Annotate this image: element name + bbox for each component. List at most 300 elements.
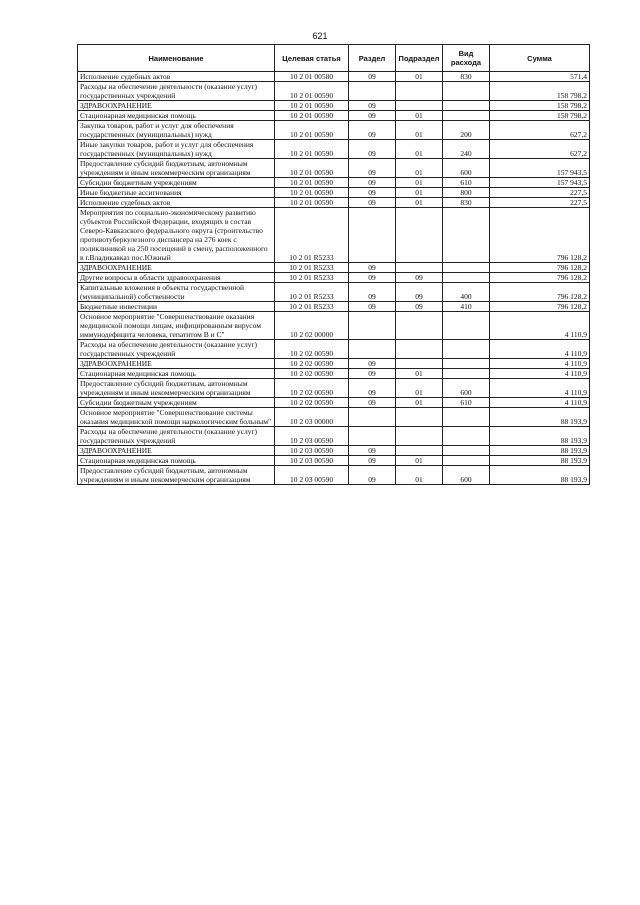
row-expense-type bbox=[443, 379, 490, 398]
row-name bbox=[78, 263, 275, 273]
row-subsection-text: 01 bbox=[415, 72, 423, 81]
row-target-article bbox=[275, 82, 349, 101]
row-amount bbox=[490, 427, 590, 446]
row-amount bbox=[490, 188, 590, 198]
table-row bbox=[78, 456, 590, 466]
row-name bbox=[78, 159, 275, 178]
header-name: Наименование bbox=[78, 45, 275, 72]
row-name-text: Капитальные вложения в объекты государственной (муниципальной) собственности bbox=[80, 283, 245, 301]
row-amount-text: 157 943,5 bbox=[557, 178, 587, 187]
row-name bbox=[78, 466, 275, 485]
row-amount-text: 158 798,2 bbox=[557, 111, 587, 120]
row-name-text: Предоставление субсидий бюджетным, автономным учреждениям и иным некоммерческим организациям bbox=[80, 159, 251, 177]
row-target-article-text: 10 2 01 00590 bbox=[289, 178, 334, 187]
row-name bbox=[78, 208, 275, 263]
row-target-article-text: 10 2 01 00590 bbox=[289, 188, 334, 197]
table-row bbox=[78, 302, 590, 312]
row-section-text: 09 bbox=[368, 292, 376, 301]
row-subsection-text: 01 bbox=[415, 178, 423, 187]
row-name bbox=[78, 72, 275, 82]
row-target-article-text: 10 2 03 00590 bbox=[289, 446, 334, 455]
row-target-article-text: 10 2 03 00590 bbox=[289, 475, 334, 484]
row-target-article bbox=[275, 302, 349, 312]
row-name bbox=[78, 283, 275, 302]
row-amount bbox=[490, 369, 590, 379]
row-target-article-text: 10 2 01 R5233 bbox=[289, 273, 334, 282]
table-row bbox=[78, 159, 590, 178]
table-row bbox=[78, 369, 590, 379]
row-section-text: 09 bbox=[368, 263, 376, 272]
row-amount bbox=[490, 208, 590, 263]
row-amount-text: 796 128,2 bbox=[557, 273, 587, 282]
row-target-article bbox=[275, 456, 349, 466]
row-subsection bbox=[396, 188, 443, 198]
row-name bbox=[78, 427, 275, 446]
row-expense-type-text: 800 bbox=[460, 188, 472, 197]
row-expense-type bbox=[443, 359, 490, 369]
table-row bbox=[78, 82, 590, 101]
row-target-article-text: 10 2 01 00590 bbox=[289, 91, 334, 100]
row-expense-type-text: 830 bbox=[460, 198, 472, 207]
row-target-article bbox=[275, 369, 349, 379]
row-amount bbox=[490, 82, 590, 101]
row-amount-text: 88 193,9 bbox=[560, 446, 587, 455]
row-section-text: 09 bbox=[368, 198, 376, 207]
row-amount bbox=[490, 111, 590, 121]
row-section-text: 09 bbox=[368, 446, 376, 455]
row-name-text: Стационарная медицинская помощь bbox=[80, 369, 196, 378]
row-amount bbox=[490, 379, 590, 398]
row-expense-type bbox=[443, 408, 490, 427]
table-row bbox=[78, 427, 590, 446]
row-amount-text: 158 798,2 bbox=[557, 101, 587, 110]
table-row bbox=[78, 408, 590, 427]
row-target-article bbox=[275, 379, 349, 398]
row-name bbox=[78, 82, 275, 101]
row-amount-text: 4 110,9 bbox=[564, 398, 587, 407]
row-subsection-text: 01 bbox=[415, 111, 423, 120]
row-amount-text: 157 943,5 bbox=[557, 168, 587, 177]
row-subsection-text: 09 bbox=[415, 302, 423, 311]
row-target-article-text: 10 2 01 R5233 bbox=[289, 253, 334, 262]
row-name-text: Мероприятия по социально-экономическому развитию субъектов Российской Федерации, входящих в состав Северо-Кавказского федерального округа (строительство противотуберкулезного диспансера на 276 коек с поликлиникой на 250 посещений в смену, расположенного в г.Владикавказ пос.Южный bbox=[80, 208, 268, 262]
row-name-text: ЗДРАВООХРАНЕНИЕ bbox=[80, 263, 152, 272]
row-amount bbox=[490, 456, 590, 466]
row-expense-type-text: 400 bbox=[460, 292, 472, 301]
table-row bbox=[78, 379, 590, 398]
row-name-text: Иные закупки товаров, работ и услуг для обеспечения государственных (муниципальных) нужд bbox=[80, 140, 254, 158]
table-row bbox=[78, 263, 590, 273]
row-section bbox=[349, 72, 396, 82]
row-name bbox=[78, 408, 275, 427]
row-subsection bbox=[396, 446, 443, 456]
row-name bbox=[78, 121, 275, 140]
table-row bbox=[78, 359, 590, 369]
row-subsection bbox=[396, 273, 443, 283]
table-row bbox=[78, 446, 590, 456]
row-amount-text: 227,5 bbox=[570, 188, 587, 197]
row-amount bbox=[490, 340, 590, 359]
row-section bbox=[349, 263, 396, 273]
row-name-text: Стационарная медицинская помощь bbox=[80, 111, 196, 120]
table-row bbox=[78, 121, 590, 140]
row-name-text: Расходы на обеспечение деятельности (оказание услуг) государственных учреждений bbox=[80, 427, 258, 445]
row-target-article bbox=[275, 273, 349, 283]
row-expense-type bbox=[443, 446, 490, 456]
row-section bbox=[349, 379, 396, 398]
row-target-article bbox=[275, 446, 349, 456]
row-target-article-text: 10 2 01 R5233 bbox=[289, 263, 334, 272]
row-target-article bbox=[275, 159, 349, 178]
row-subsection bbox=[396, 427, 443, 446]
row-name bbox=[78, 188, 275, 198]
row-name bbox=[78, 379, 275, 398]
page-number: 621 bbox=[312, 31, 328, 41]
row-section-text: 09 bbox=[368, 456, 376, 465]
row-name-text: Основное мероприятие "Совершенствование системы оказания медицинской помощи наркологическим больным" bbox=[80, 408, 272, 426]
row-section bbox=[349, 198, 396, 208]
row-subsection bbox=[396, 101, 443, 111]
table-row bbox=[78, 208, 590, 263]
row-name bbox=[78, 340, 275, 359]
table-row bbox=[78, 101, 590, 111]
row-target-article bbox=[275, 340, 349, 359]
row-name-text: Другие вопросы в области здравоохранения bbox=[80, 273, 221, 282]
row-section-text: 09 bbox=[368, 369, 376, 378]
row-expense-type-text: 600 bbox=[460, 388, 472, 397]
row-name bbox=[78, 198, 275, 208]
row-amount-text: 796 128,2 bbox=[557, 263, 587, 272]
row-target-article bbox=[275, 398, 349, 408]
row-name-text: Иные бюджетные ассигнования bbox=[80, 188, 182, 197]
row-section bbox=[349, 159, 396, 178]
row-subsection bbox=[396, 466, 443, 485]
row-name bbox=[78, 456, 275, 466]
row-target-article bbox=[275, 283, 349, 302]
row-section-text: 09 bbox=[368, 388, 376, 397]
row-section bbox=[349, 398, 396, 408]
row-section-text: 09 bbox=[368, 168, 376, 177]
row-amount bbox=[490, 121, 590, 140]
row-expense-type bbox=[443, 273, 490, 283]
row-target-article-text: 10 2 01 00590 bbox=[289, 198, 334, 207]
row-section-text: 09 bbox=[368, 178, 376, 187]
row-amount bbox=[490, 101, 590, 111]
row-name-text: Стационарная медицинская помощь bbox=[80, 456, 196, 465]
row-name-text: Предоставление субсидий бюджетным, автономным учреждениям и иным некоммерческим организациям bbox=[80, 379, 251, 397]
row-amount bbox=[490, 466, 590, 485]
row-amount-text: 571,4 bbox=[570, 72, 587, 81]
row-subsection-text: 01 bbox=[415, 369, 423, 378]
row-subsection bbox=[396, 82, 443, 101]
row-target-article bbox=[275, 466, 349, 485]
row-section bbox=[349, 408, 396, 427]
row-amount-text: 88 193,9 bbox=[560, 436, 587, 445]
table-row bbox=[78, 283, 590, 302]
row-target-article bbox=[275, 198, 349, 208]
row-target-article bbox=[275, 178, 349, 188]
row-section-text: 09 bbox=[368, 273, 376, 282]
row-target-article bbox=[275, 208, 349, 263]
row-subsection-text: 09 bbox=[415, 292, 423, 301]
row-expense-type bbox=[443, 178, 490, 188]
row-amount bbox=[490, 198, 590, 208]
row-subsection bbox=[396, 340, 443, 359]
row-section bbox=[349, 427, 396, 446]
row-expense-type bbox=[443, 466, 490, 485]
row-subsection-text: 01 bbox=[415, 388, 423, 397]
row-subsection-text: 09 bbox=[415, 273, 423, 282]
row-amount bbox=[490, 178, 590, 188]
row-amount bbox=[490, 283, 590, 302]
row-expense-type bbox=[443, 140, 490, 159]
row-expense-type bbox=[443, 398, 490, 408]
row-amount bbox=[490, 446, 590, 456]
row-subsection bbox=[396, 178, 443, 188]
row-subsection-text: 01 bbox=[415, 198, 423, 207]
row-subsection bbox=[396, 398, 443, 408]
row-expense-type bbox=[443, 456, 490, 466]
row-subsection bbox=[396, 208, 443, 263]
header-section: Раздел bbox=[349, 45, 396, 72]
row-subsection bbox=[396, 359, 443, 369]
row-target-article-text: 10 2 02 00000 bbox=[289, 330, 334, 339]
row-target-article-text: 10 2 01 00590 bbox=[289, 130, 334, 139]
row-expense-type bbox=[443, 159, 490, 178]
row-section-text: 09 bbox=[368, 130, 376, 139]
header-subsection: Подраздел bbox=[396, 45, 443, 72]
row-section-text: 09 bbox=[368, 101, 376, 110]
row-amount bbox=[490, 140, 590, 159]
row-subsection bbox=[396, 302, 443, 312]
row-subsection bbox=[396, 159, 443, 178]
row-subsection bbox=[396, 121, 443, 140]
row-expense-type bbox=[443, 263, 490, 273]
row-amount-text: 88 193,9 bbox=[560, 417, 587, 426]
row-amount-text: 627,2 bbox=[570, 149, 587, 158]
row-target-article-text: 10 2 01 00590 bbox=[289, 168, 334, 177]
row-target-article-text: 10 2 01 00590 bbox=[289, 149, 334, 158]
row-section bbox=[349, 121, 396, 140]
row-section bbox=[349, 302, 396, 312]
table-row bbox=[78, 273, 590, 283]
row-expense-type-text: 410 bbox=[460, 302, 472, 311]
table-row bbox=[78, 178, 590, 188]
row-name-text: Предоставление субсидий бюджетным, автономным учреждениям и иным некоммерческим организациям bbox=[80, 466, 251, 484]
row-target-article-text: 10 2 02 00590 bbox=[289, 398, 334, 407]
table-header-row bbox=[78, 45, 590, 72]
row-name bbox=[78, 359, 275, 369]
row-expense-type bbox=[443, 198, 490, 208]
row-subsection bbox=[396, 263, 443, 273]
row-target-article bbox=[275, 312, 349, 340]
row-target-article bbox=[275, 408, 349, 427]
row-section-text: 09 bbox=[368, 475, 376, 484]
row-section bbox=[349, 466, 396, 485]
row-section-text: 09 bbox=[368, 398, 376, 407]
row-target-article bbox=[275, 263, 349, 273]
row-name bbox=[78, 101, 275, 111]
row-section bbox=[349, 208, 396, 263]
row-subsection bbox=[396, 312, 443, 340]
row-section bbox=[349, 188, 396, 198]
row-target-article-text: 10 2 02 00590 bbox=[289, 388, 334, 397]
table-body bbox=[78, 72, 590, 485]
row-section bbox=[349, 82, 396, 101]
table-row bbox=[78, 140, 590, 159]
row-name-text: Основное мероприятие "Совершенствование оказания медицинской помощи лицам, инфицированным вирусом иммунодефицита человека, гепатитом В и С" bbox=[80, 312, 261, 339]
row-expense-type bbox=[443, 101, 490, 111]
row-expense-type bbox=[443, 312, 490, 340]
row-name-text: Расходы на обеспечение деятельности (оказание услуг) государственных учреждений bbox=[80, 340, 258, 358]
row-expense-type-text: 610 bbox=[460, 178, 472, 187]
row-section-text: 09 bbox=[368, 359, 376, 368]
row-subsection bbox=[396, 72, 443, 82]
row-subsection bbox=[396, 140, 443, 159]
row-expense-type-text: 600 bbox=[460, 168, 472, 177]
row-name bbox=[78, 369, 275, 379]
row-expense-type bbox=[443, 369, 490, 379]
row-subsection-text: 01 bbox=[415, 475, 423, 484]
row-section bbox=[349, 369, 396, 379]
row-target-article-text: 10 2 01 R5233 bbox=[289, 292, 334, 301]
row-subsection bbox=[396, 369, 443, 379]
row-name bbox=[78, 398, 275, 408]
row-target-article bbox=[275, 111, 349, 121]
row-target-article bbox=[275, 359, 349, 369]
row-section-text: 09 bbox=[368, 188, 376, 197]
row-subsection-text: 01 bbox=[415, 130, 423, 139]
row-target-article bbox=[275, 427, 349, 446]
budget-table bbox=[77, 44, 590, 485]
table-row bbox=[78, 188, 590, 198]
row-target-article bbox=[275, 140, 349, 159]
row-amount bbox=[490, 72, 590, 82]
row-amount-text: 4 110,9 bbox=[564, 359, 587, 368]
row-target-article-text: 10 2 03 00590 bbox=[289, 436, 334, 445]
row-expense-type bbox=[443, 111, 490, 121]
row-name bbox=[78, 302, 275, 312]
row-section bbox=[349, 283, 396, 302]
row-amount-text: 796 128,2 bbox=[557, 302, 587, 311]
row-amount-text: 4 110,9 bbox=[564, 330, 587, 339]
row-name bbox=[78, 178, 275, 188]
row-section-text: 09 bbox=[368, 149, 376, 158]
row-name bbox=[78, 273, 275, 283]
row-amount bbox=[490, 312, 590, 340]
row-section bbox=[349, 446, 396, 456]
row-subsection bbox=[396, 408, 443, 427]
row-amount-text: 227,5 bbox=[570, 198, 587, 207]
row-section bbox=[349, 273, 396, 283]
row-subsection-text: 01 bbox=[415, 149, 423, 158]
row-amount bbox=[490, 408, 590, 427]
row-section-text: 09 bbox=[368, 72, 376, 81]
row-target-article-text: 10 2 01 00590 bbox=[289, 111, 334, 120]
row-amount-text: 796 128,2 bbox=[557, 253, 587, 262]
table-row bbox=[78, 340, 590, 359]
row-name-text: Исполнение судебных актов bbox=[80, 72, 171, 81]
table-row bbox=[78, 198, 590, 208]
row-amount-text: 88 193,9 bbox=[560, 456, 587, 465]
row-amount-text: 627,2 bbox=[570, 130, 587, 139]
row-subsection bbox=[396, 198, 443, 208]
row-amount-text: 4 110,9 bbox=[564, 349, 587, 358]
table-row bbox=[78, 466, 590, 485]
row-expense-type-text: 610 bbox=[460, 398, 472, 407]
row-target-article-text: 10 2 01 R5233 bbox=[289, 302, 334, 311]
row-target-article-text: 10 2 02 00590 bbox=[289, 359, 334, 368]
row-amount-text: 88 193,9 bbox=[560, 475, 587, 484]
table-row bbox=[78, 398, 590, 408]
row-section bbox=[349, 359, 396, 369]
row-expense-type-text: 240 bbox=[460, 149, 472, 158]
row-section-text: 09 bbox=[368, 302, 376, 311]
row-expense-type-text: 600 bbox=[460, 475, 472, 484]
row-expense-type bbox=[443, 72, 490, 82]
row-target-article-text: 10 2 03 00590 bbox=[289, 456, 334, 465]
row-target-article bbox=[275, 188, 349, 198]
row-expense-type bbox=[443, 208, 490, 263]
row-amount bbox=[490, 159, 590, 178]
row-name-text: Исполнение судебных актов bbox=[80, 198, 171, 207]
row-section bbox=[349, 178, 396, 188]
row-target-article-text: 10 2 01 00590 bbox=[289, 101, 334, 110]
row-target-article bbox=[275, 121, 349, 140]
row-amount-text: 796 128,2 bbox=[557, 292, 587, 301]
row-subsection bbox=[396, 379, 443, 398]
row-expense-type-text: 830 bbox=[460, 72, 472, 81]
header-amount: Сумма bbox=[490, 45, 590, 72]
table-row bbox=[78, 111, 590, 121]
row-subsection bbox=[396, 456, 443, 466]
row-amount bbox=[490, 302, 590, 312]
row-amount bbox=[490, 398, 590, 408]
row-section bbox=[349, 340, 396, 359]
row-name bbox=[78, 312, 275, 340]
row-target-article bbox=[275, 101, 349, 111]
table-row bbox=[78, 72, 590, 82]
row-target-article-text: 10 2 02 00590 bbox=[289, 349, 334, 358]
table-row bbox=[78, 312, 590, 340]
row-subsection-text: 01 bbox=[415, 456, 423, 465]
row-name-text: Закупка товаров, работ и услуг для обеспечения государственных (муниципальных) нужд bbox=[80, 121, 234, 139]
row-expense-type bbox=[443, 121, 490, 140]
row-expense-type bbox=[443, 340, 490, 359]
row-name-text: Субсидии бюджетным учреждениям bbox=[80, 178, 197, 187]
row-section bbox=[349, 456, 396, 466]
row-section-text: 09 bbox=[368, 111, 376, 120]
row-section bbox=[349, 111, 396, 121]
row-subsection-text: 01 bbox=[415, 168, 423, 177]
header-target-article: Целевая статья bbox=[275, 45, 349, 72]
row-expense-type bbox=[443, 82, 490, 101]
row-target-article-text: 10 2 02 00590 bbox=[289, 369, 334, 378]
row-amount-text: 4 110,9 bbox=[564, 388, 587, 397]
row-name bbox=[78, 140, 275, 159]
row-section bbox=[349, 312, 396, 340]
row-target-article-text: 10 2 01 00580 bbox=[289, 72, 334, 81]
row-expense-type bbox=[443, 283, 490, 302]
row-target-article-text: 10 2 03 00000 bbox=[289, 417, 334, 426]
row-name-text: ЗДРАВООХРАНЕНИЕ bbox=[80, 446, 152, 455]
header-expense-type: Вид расхода bbox=[443, 45, 490, 72]
row-name bbox=[78, 111, 275, 121]
row-amount bbox=[490, 273, 590, 283]
row-expense-type bbox=[443, 427, 490, 446]
row-amount bbox=[490, 263, 590, 273]
row-amount bbox=[490, 359, 590, 369]
